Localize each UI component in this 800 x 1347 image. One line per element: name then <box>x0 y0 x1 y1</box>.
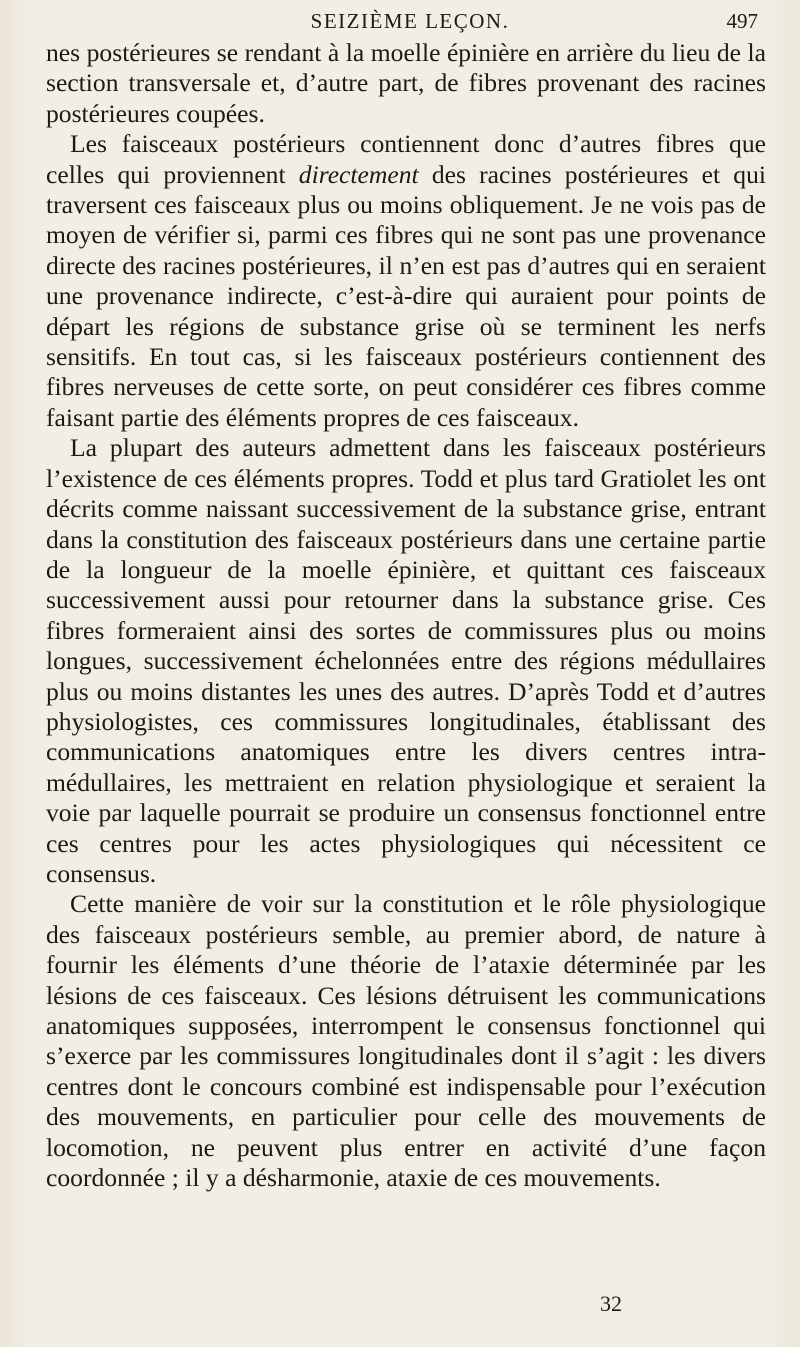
paragraph-continuation: nes postérieures se rendant à la moelle épinière en arrière du lieu de la section transversale et, d’autre part, de fibres provenant des racines postérieures coupées. <box>46 38 766 128</box>
paragraph-todd-gratiolet: La plupart des auteurs admettent dans les faisceaux postérieurs l’existence de ces éléments propres. Todd et plus tard Gratiolet les ont décrits comme naissant successivement de la substance grise, entrant dans la constitution des faisceaux postérieurs dans une certaine partie de la longueur de la moelle épinière, et quittant ces faisceaux successivement aussi pour retourner dans la substance grise. Ces fibres formeraient ainsi des sortes de commissures plus ou moins longues, successivement échelonnées entre des régions médullaires plus ou moins distantes les unes des autres. D’après Todd et d’autres physiologistes, ces commissures longitudinales, établissant des communications anatomiques entre les divers centres intra-médullaires, les mettraient en relation physiologique et seraient la voie par laquelle pourrait se produire un consensus fonctionnel entre ces centres pour les actes physiologiques qui nécessitent ce consensus. <box>46 433 766 888</box>
signature-mark: 32 <box>600 1291 622 1316</box>
paragraph-text-end: des racines postérieures et qui traversent ces faisceaux plus ou moins obliquement. Je ne vois pas de moyen de vérifier si, parmi ces fibres qui ne sont pas une provenance directe des racines postérieures, il n’en est pas d’autres qui en seraient une provenance indirecte, c’est-à-dire qui auraient pour points de départ les régions de substance grise où se terminent les nerfs sensitifs. En tout cas, si les faisceaux postérieurs contiennent des fibres nerveuses de cette sorte, on peut considérer ces fibres comme faisant partie des éléments propres de ces faisceaux. <box>46 159 766 432</box>
body-text <box>46 38 766 1193</box>
running-title: SEIZIÈME LEÇON. <box>310 9 510 33</box>
running-head <box>60 6 760 36</box>
emphasized-word: directement <box>298 159 419 189</box>
paragraph-ataxie: Cette manière de voir sur la constitution et le rôle physiologique des faisceaux postérieurs semble, au premier abord, de nature à fournir les éléments d’une théorie de l’ataxie déterminée par les lésions de ces faisceaux. Ces lésions détruisent les communications anatomiques supposées, interrompent le consensus fonctionnel qui s’exerce par les commissures longitudinales dont il s’agit : les divers centres dont le concours combiné est indispensable pour l’exécution des mouvements, en particulier pour celle des mouvements de locomotion, ne peuvent plus entrer en activité d’une façon coordonnée ; il y a désharmonie, ataxie de ces mouvements. <box>46 889 766 1193</box>
paragraph-text-start: Les faisceaux postérieurs contiennent donc d’autres fibres que celles qui proviennent <box>46 129 766 189</box>
page-number: 497 <box>726 9 758 33</box>
paragraph-faisceaux-fibres <box>46 129 766 433</box>
